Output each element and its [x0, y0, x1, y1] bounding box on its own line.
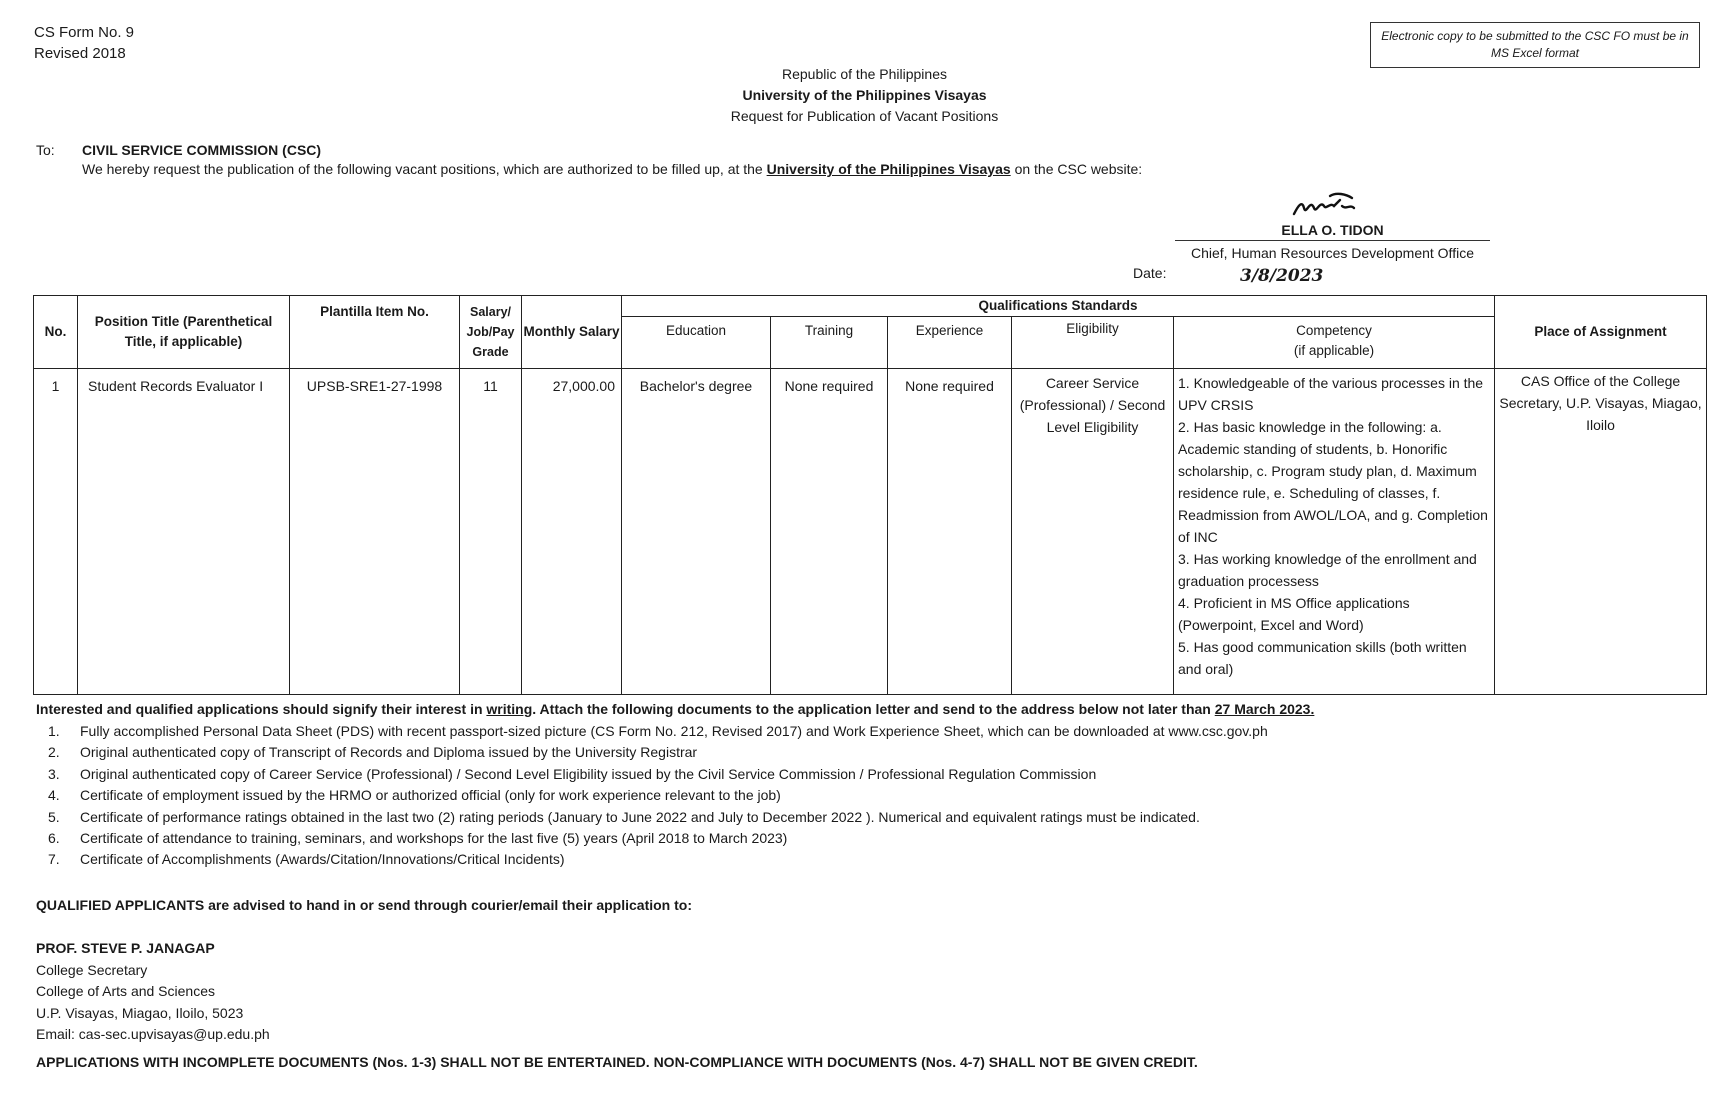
header-place: Place of Assignment	[1495, 296, 1707, 369]
list-item: 1. Fully accomplished Personal Data Sheet (PDS) with recent passport-sized picture (CS Form No. 212, Revised 2017) and Work Experience Sheet, which can be downloaded at www.csc.gov.ph	[48, 723, 1268, 739]
form-revision: Revised 2018	[34, 45, 126, 62]
cell-eligibility: Career Service (Professional) / Second Level Eligibility	[1012, 369, 1174, 695]
list-item: 5. Certificate of performance ratings obtained in the last two (2) rating periods (January to June 2022 and July to December 2022 ). Numerical and equivalent ratings must be indicated.	[48, 808, 1200, 825]
addressee-name: CIVIL SERVICE COMMISSION (CSC)	[82, 142, 322, 158]
header-monthly-salary: Monthly Salary	[522, 296, 622, 369]
header-salary-grade: Salary/ Job/Pay Grade	[460, 296, 522, 369]
header-eligibility: Eligibility	[1012, 317, 1174, 369]
request-agency: University of the Philippines Visayas	[766, 161, 1011, 177]
qualified-applicants-note: QUALIFIED APPLICANTS are advised to hand in or send through courier/email their application to:	[36, 897, 692, 913]
header-training: Training	[771, 317, 888, 369]
header-experience: Experience	[888, 317, 1012, 369]
instr-part2: . Attach the following documents to the application letter and send to the address below not later than	[532, 701, 1211, 717]
instr-writing: writing	[486, 701, 533, 717]
instr-part1: Interested and qualified applications should signify their interest in	[36, 701, 483, 717]
header-education: Education	[622, 317, 771, 369]
signatory-title: Chief, Human Resources Development Office	[1191, 245, 1474, 261]
header-no: No.	[34, 296, 78, 369]
competency-item: 4. Proficient in MS Office applications (Powerpoint, Excel and Word)	[1178, 595, 1410, 633]
contact-name: PROF. STEVE P. JANAGAP	[36, 940, 215, 956]
cell-experience: None required	[888, 369, 1012, 695]
contact-address	[36, 938, 270, 1046]
competency-item: 5. Has good communication skills (both written and oral)	[1178, 639, 1467, 677]
university-name: University of the Philippines Visayas	[742, 87, 987, 103]
cell-position: Student Records Evaluator I	[78, 369, 290, 695]
header-competency-label: Competency	[1296, 323, 1372, 338]
cell-plantilla: UPSB-SRE1-27-1998	[290, 369, 460, 695]
instr-deadline: 27 March 2023.	[1214, 701, 1315, 717]
vacant-positions-table	[33, 295, 1707, 695]
header-plantilla: Plantilla Item No.	[290, 296, 460, 369]
cell-training: None required	[771, 369, 888, 695]
submission-instructions	[36, 701, 1314, 717]
contact-email[interactable]: Email: cas-sec.upvisayas@up.edu.ph	[36, 1026, 270, 1042]
header-position: Position Title (Parenthetical Title, if applicable)	[78, 296, 290, 369]
form-number-block	[34, 22, 134, 64]
signatory-name: ELLA O. TIDON	[1175, 222, 1490, 241]
list-item: 3. Original authenticated copy of Career Service (Professional) / Second Level Eligibility issued by the Civil Service Commission / Professional Regulation Commission	[48, 765, 1097, 782]
required-documents-list	[40, 721, 1268, 871]
cell-competency	[1174, 369, 1495, 695]
republic-line: Republic of the Philippines	[782, 66, 947, 82]
list-item: 7. Certificate of Accomplishments (Awards/Citation/Innovations/Critical Incidents)	[48, 851, 565, 868]
footer-warning: APPLICATIONS WITH INCOMPLETE DOCUMENTS (Nos. 1-3) SHALL NOT BE ENTERTAINED. NON-COMPLIANCE WITH DOCUMENTS (Nos. 4-7) SHALL NOT BE GIVEN CREDIT.	[36, 1054, 1198, 1070]
cell-salary-grade: 11	[460, 369, 522, 695]
header-competency-note: (if applicable)	[1293, 343, 1375, 358]
cell-place: CAS Office of the College Secretary, U.P. Visayas, Miagao, Iloilo	[1495, 369, 1707, 695]
request-prefix: We hereby request the publication of the following vacant positions, which are authorized to be filled up, at the	[82, 161, 763, 177]
cell-no: 1	[34, 369, 78, 695]
document-subject: Request for Publication of Vacant Positions	[730, 108, 999, 124]
contact-address-line: U.P. Visayas, Miagao, Iloilo, 5023	[36, 1004, 244, 1021]
electronic-copy-note: Electronic copy to be submitted to the CSC FO must be in MS Excel format	[1370, 22, 1700, 68]
cell-monthly-salary: 27,000.00	[522, 369, 622, 695]
list-item: 4. Certificate of employment issued by the HRMO or authorized official (only for work experience relevant to the job)	[48, 787, 781, 804]
header-qualifications: Qualifications Standards	[622, 296, 1495, 317]
contact-college: College of Arts and Sciences	[36, 983, 215, 999]
cell-education: Bachelor's degree	[622, 369, 771, 695]
document-header	[0, 64, 1729, 127]
list-item: 2. Original authenticated copy of Transcript of Records and Diploma issued by the University Registrar	[48, 744, 698, 761]
competency-item: 3. Has working knowledge of the enrollment and graduation processess	[1178, 551, 1477, 589]
form-number: CS Form No. 9	[34, 24, 135, 41]
signatory-block	[1175, 222, 1490, 261]
to-label: To:	[36, 142, 55, 158]
table-row	[34, 369, 1707, 695]
competency-item: 1. Knowledgeable of the various processes in the UPV CRSIS	[1178, 375, 1484, 413]
date-label: Date:	[1133, 265, 1167, 281]
header-competency	[1174, 317, 1495, 369]
request-suffix: on the CSC website:	[1014, 161, 1143, 177]
handwritten-signature	[1290, 188, 1360, 220]
competency-item: 2. Has basic knowledge in the following: a. Academic standing of students, b. Honorific scholarship, c. Program study plan, d. Maximum residence rule, e. Scheduling of classes, f. Readmission from AWOL/LOA, and g. Completion of INC	[1178, 419, 1488, 545]
contact-position: College Secretary	[36, 961, 148, 978]
date-value: 3/8/2023	[1240, 266, 1324, 286]
list-item: 6. Certificate of attendance to training, seminars, and workshops for the last five (5) years (April 2018 to March 2023)	[48, 830, 788, 847]
request-statement	[82, 161, 1142, 177]
